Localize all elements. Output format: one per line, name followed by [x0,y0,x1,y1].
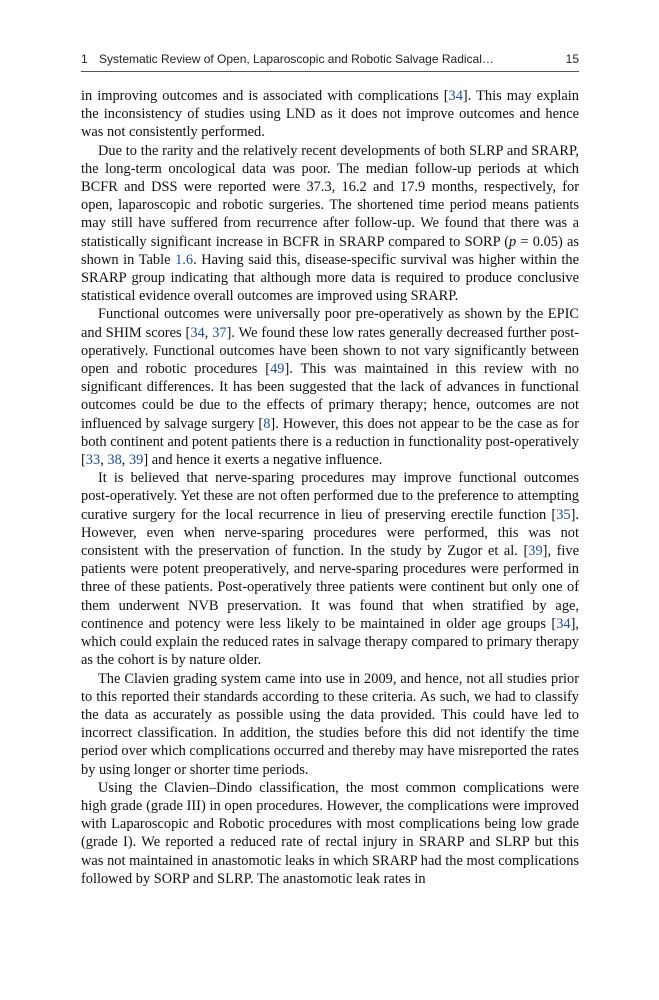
running-title: Systematic Review of Open, Laparoscopic and Robotic Salvage Radical… [99,52,494,66]
italic-text: p [509,233,517,250]
text-run: Using the Clavien–Dindo classification, the most common complications were high grade (grade III) in open procedures. However, the complications were improved with Laparoscopic and Robotic procedures with most complications being low grade (grade I). We reported a reduced rate of rectal injury in SRARP and SLRP but this was not maintained in anastomotic leaks in which SRARP had the most complications followed by SORP and SLRP. The anastomotic leak rates in [81,779,579,887]
text-run: ]. We found these low rates generally decreased further post-operatively. Functional outcomes have been shown to not vary significantly between open and robotic procedures [ [81,324,579,378]
citation-link[interactable]: 39 [528,543,543,560]
paragraph [81,142,579,306]
text-run: ]. This was maintained in this review with no significant differences. It has been suggested that the lack of advances in functional outcomes could be due to the effects of primary therapy; hence, outcomes are not influenced by salvage surgery [ [81,361,579,432]
text-run: ]. However, this does not appear to be the case as for both continent and potent patients there is a reduction in functionality post-operatively [ [81,415,579,469]
citation-link[interactable]: 35 [556,506,571,523]
chapter-number: 1 [81,52,88,66]
citation-link[interactable]: 34 [448,88,463,104]
citation-link[interactable]: 34 [190,324,205,341]
text-run: ]. This may explain the inconsistency of studies using LND as it does not improve outcomes and hence was not consistently performed. [81,88,579,141]
citation-link[interactable]: 8 [263,415,271,432]
citation-link[interactable]: 37 [212,324,227,341]
text-run: . Having said this, disease-specific survival was higher within the SRARP group indicating that although more data is required to produce conclusive statistical evidence overall outcomes are improved using SRARP. [81,251,579,305]
text-run: Due to the rarity and the relatively recent developments of both SLRP and SRARP, the long-term oncological data was poor. The median follow-up periods at which BCFR and DSS were reported were 37.3, 16.2 and 17.9 months, respectively, for open, laparoscopic and robotic surgeries. The shortened time period means patients may still have suffered from recurrence after follow-up. We found that there was a statistically significant increase in BCFR in SRARP compared to SORP ( [81,142,579,250]
running-header [81,52,579,70]
citation-link[interactable]: 34 [556,615,571,632]
text-run: , [204,324,213,341]
body-text [81,87,579,888]
paragraph [81,779,579,888]
citation-link[interactable]: 1.6 [175,251,194,268]
citation-link[interactable]: 38 [107,452,122,469]
text-run: ] and hence it exerts a negative influence. [143,452,383,469]
text-run: ], five patients were potent preoperatively, and nerve-sparing procedures were performed in three of these patients. Post-operatively three patients were continent but only one of them underwent NVB preservation. It was found that when stratified by age, continence and potency were less likely to be maintained in older age groups [ [81,543,579,632]
paragraph [81,670,579,779]
paragraph [81,305,579,469]
text-run: , [100,452,108,469]
text-run: in improving outcomes and is associated with complications [ [81,88,449,104]
citation-link[interactable]: 33 [85,452,101,469]
text-run: Functional outcomes were universally poor pre-operatively as shown by the EPIC and SHIM scores [ [81,306,579,341]
text-run: The Clavien grading system came into use in 2009, and hence, not all studies prior to this reported their standards according to these criteria. As such, we had to classify the data as accurately as possible using the data provided. This could have led to incorrect classification. In addition, the studies before this did not identify the time period over which complications occurred and thereby may have misreported the rates by using longer or shorter time periods. [81,670,579,778]
citation-link[interactable]: 49 [270,361,285,378]
text-run: ]. However, even when nerve-sparing procedures were performed, this was not consistent with the preservation of function. In the study by Zugor et al. [ [81,506,579,560]
text-run: It is believed that nerve-sparing procedures may improve functional outcomes post-operatively. Yet these are not often performed due to the preference to attempting curative surgery for the local recurrence in lieu of preserving erectile function [ [81,470,579,523]
paragraph [81,87,579,142]
text-run: ], which could explain the reduced rates in salvage therapy compared to primary therapy as the cohort is by nature older. [81,615,579,669]
header-rule [81,71,579,72]
text-run: , [121,452,129,469]
text-run: = 0.05) as shown in Table [81,233,579,268]
citation-link[interactable]: 39 [128,452,144,469]
paragraph [81,469,579,669]
page-number: 15 [565,52,579,66]
